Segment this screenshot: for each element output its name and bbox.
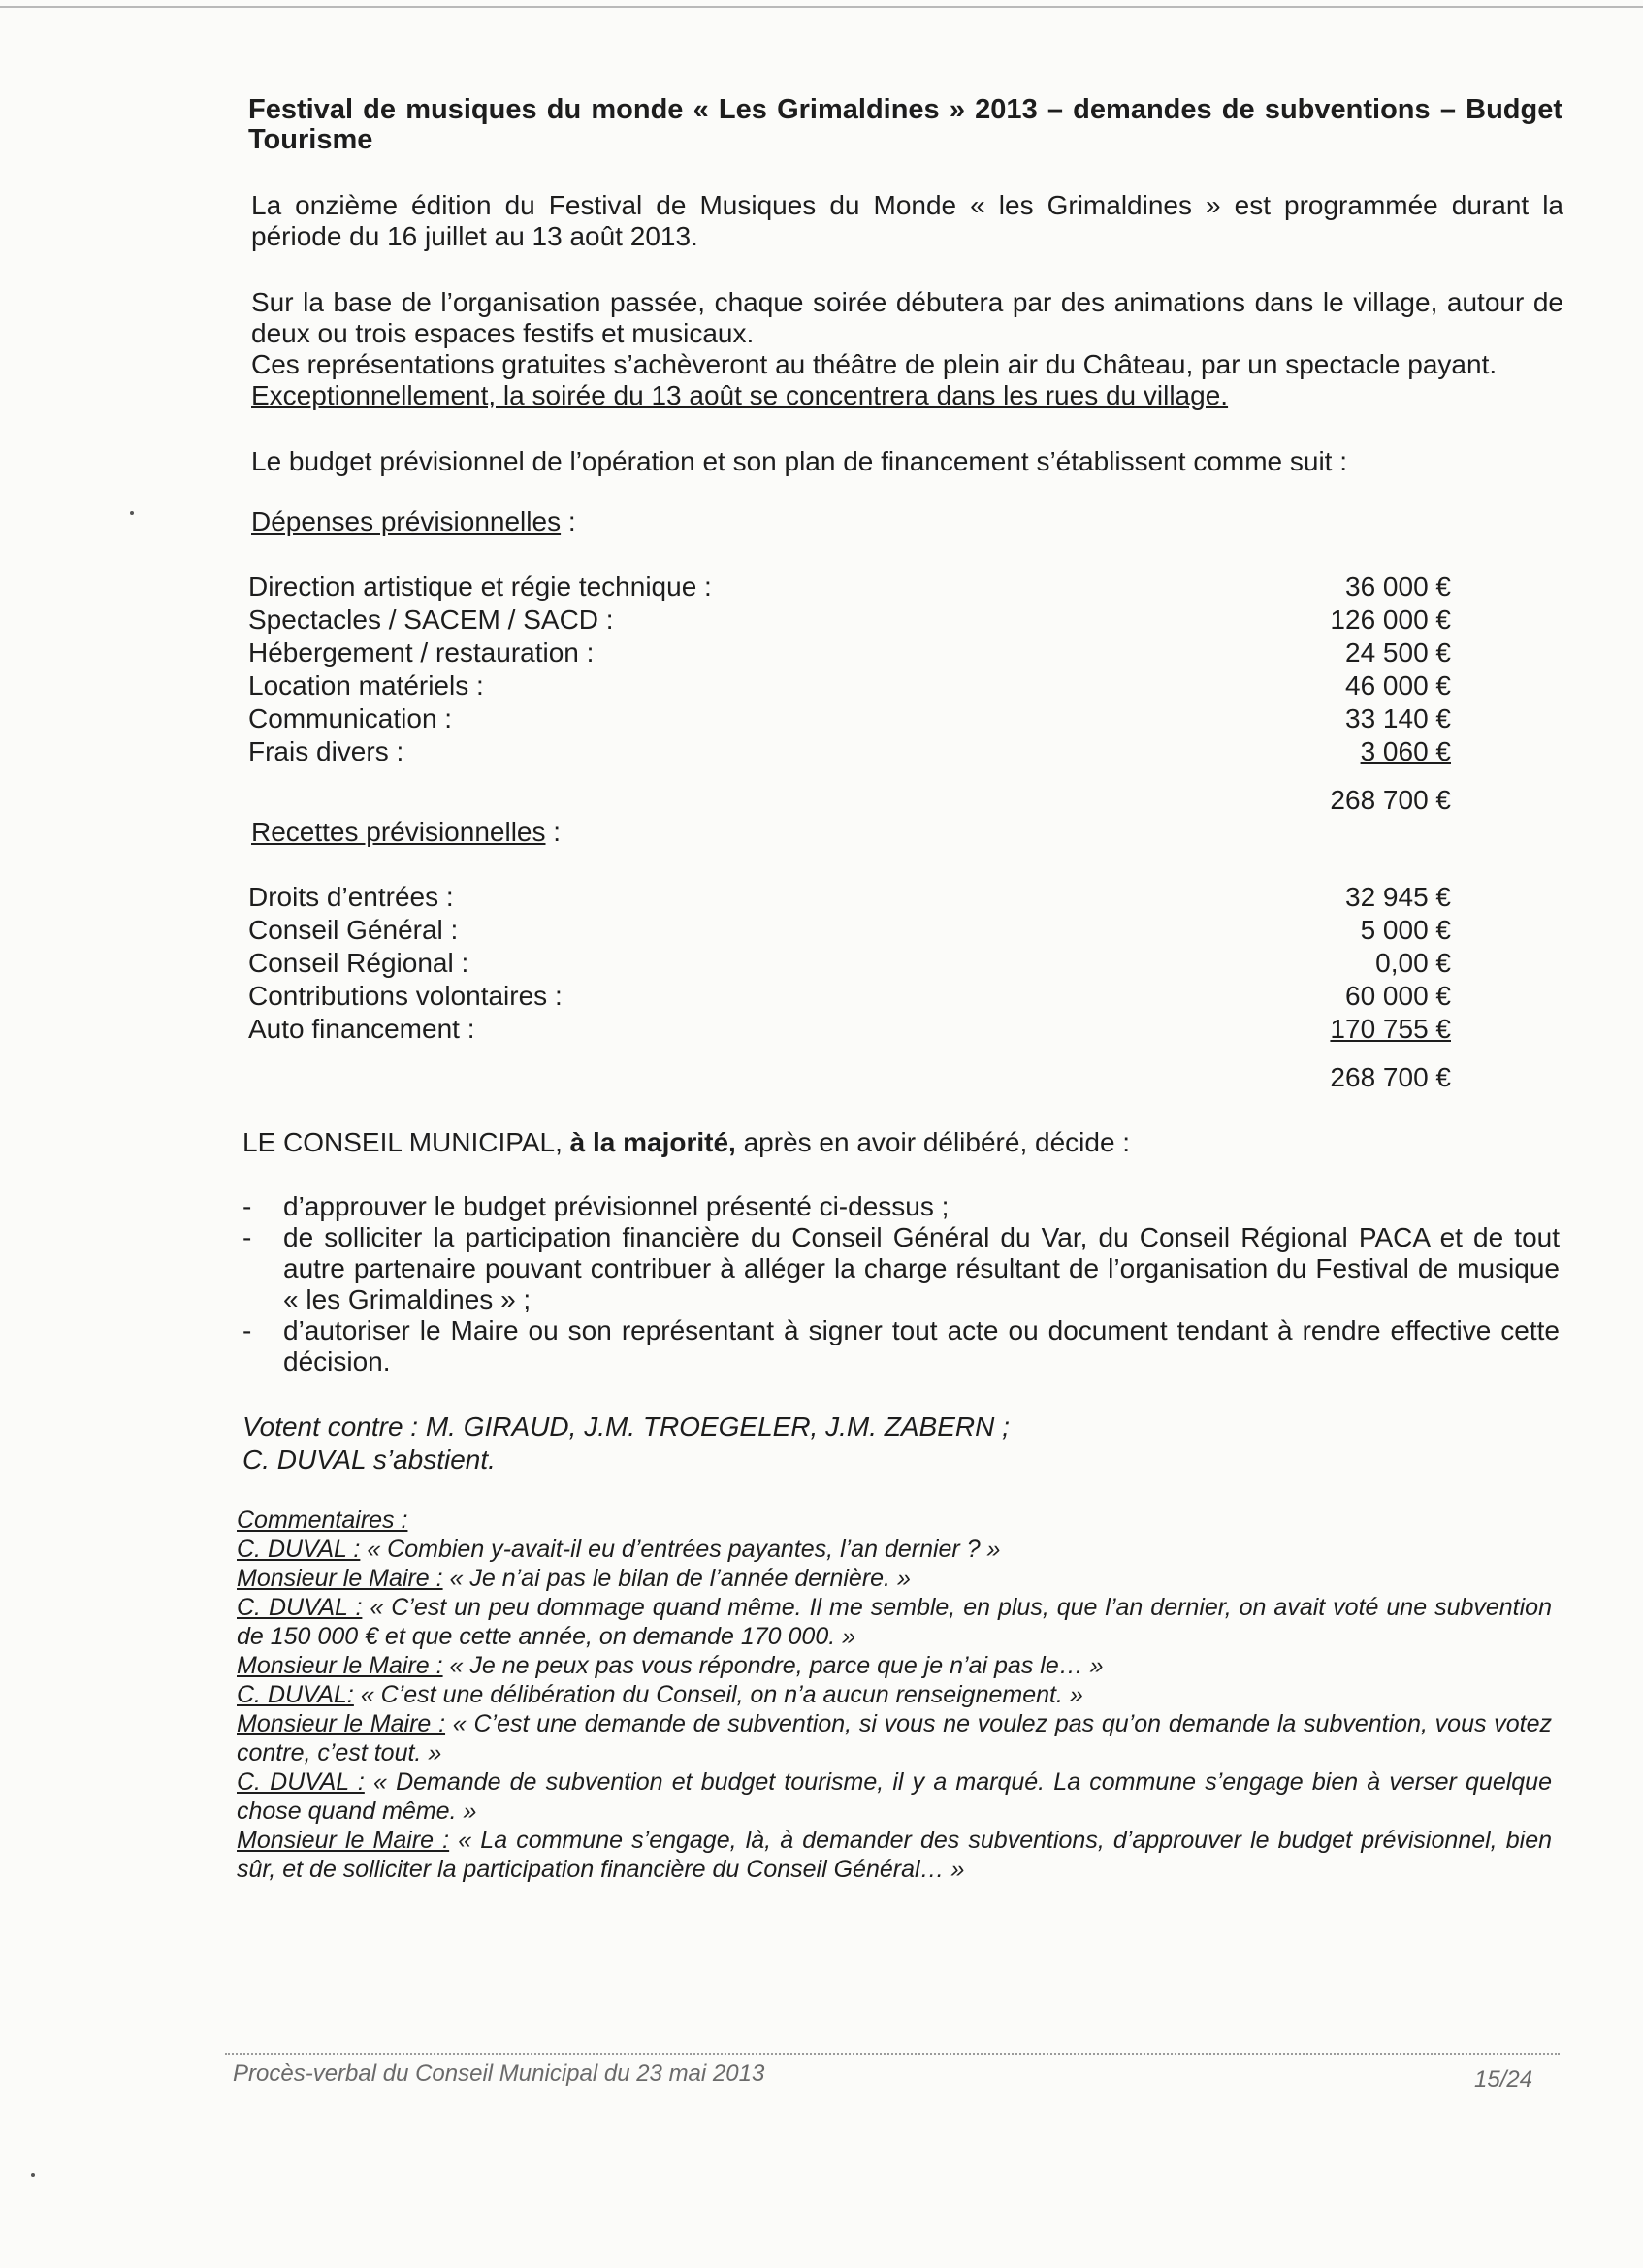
row-amount: 46 000 € <box>1345 670 1451 700</box>
intro-paragraph: La onzième édition du Festival de Musiques du Monde « les Grimaldines » est programmée durant la période du 16 juillet au 13 août 2013. <box>251 190 1563 251</box>
vote-against: Votent contre : M. GIRAUD, J.M. TROEGELER, J.M. ZABERN ; <box>242 1411 1010 1442</box>
list-item <box>242 1191 1560 1222</box>
comment-speaker: Monsieur le Maire : <box>237 1565 443 1592</box>
comment-speaker: C. DUVAL : <box>237 1594 363 1621</box>
table-row <box>248 735 1451 768</box>
row-label: Conseil Régional : <box>248 948 469 978</box>
revenues-heading-suffix: : <box>545 817 562 847</box>
decision-lead <box>242 1127 1555 1158</box>
comment-entry <box>237 1767 1552 1826</box>
table-row <box>248 669 1451 702</box>
table-row <box>248 636 1451 669</box>
comment-text: « C’est un peu dommage quand même. Il me semble, en plus, que l’an dernier, on avait voté une subvention de 150 000 € et que cette année, on demande 170 000. » <box>237 1594 1552 1650</box>
decision-list <box>242 1191 1560 1377</box>
row-label: Frais divers : <box>248 736 404 766</box>
revenues-total: 268 700 € <box>1330 1062 1451 1092</box>
list-item <box>242 1315 1560 1377</box>
organisation-paragraph-2: Ces représentations gratuites s’achèveront au théâtre de plein air du Château, par un spectacle payant. <box>251 349 1498 379</box>
list-item-text: de solliciter la participation financière du Conseil Général du Var, du Conseil Régional PACA et de tout autre partenaire pouvant contribuer à alléger la charge résultant de l’organisation du Festival de musique « les Grimaldines » ; <box>283 1222 1560 1314</box>
comment-speaker: C. DUVAL : <box>237 1536 361 1563</box>
row-label: Spectacles / SACEM / SACD : <box>248 604 614 634</box>
vote-abstain: C. DUVAL s’abstient. <box>242 1444 496 1474</box>
table-row <box>248 881 1451 914</box>
comment-speaker: C. DUVAL : <box>237 1768 365 1796</box>
scan-top-edge <box>0 6 1643 8</box>
dash-marker: - <box>242 1315 252 1345</box>
revenues-heading <box>251 817 1565 848</box>
expenses-total: 268 700 € <box>1330 785 1451 815</box>
row-amount: 33 140 € <box>1345 703 1451 733</box>
comment-text: « C’est une demande de subvention, si vous ne voulez pas qu’on demande la subvention, vous votez contre, c’est tout. » <box>237 1710 1553 1766</box>
comment-speaker: C. DUVAL: <box>237 1681 354 1708</box>
revenues-heading-text: Recettes prévisionnelles <box>251 817 546 847</box>
footer-document-title: Procès-verbal du Conseil Municipal du 23 mai 2013 <box>233 2060 765 2087</box>
row-amount: 36 000 € <box>1345 571 1451 601</box>
row-label: Contributions volontaires : <box>248 981 563 1011</box>
expenses-heading-text: Dépenses prévisionnelles <box>251 506 562 536</box>
comment-text: « Demande de subvention et budget tourisme, il y a marqué. La commune s’engage bien à verser quelque chose quand même. » <box>237 1768 1552 1825</box>
comment-text: « La commune s’engage, là, à demander des subventions, d’approuver le budget prévisionnel, bien sûr, et de solliciter la participation financière du Conseil Général… » <box>237 1827 1553 1883</box>
table-row <box>248 702 1451 735</box>
dash-marker: - <box>242 1191 252 1221</box>
decision-lead-end: après en avoir délibéré, décide : <box>735 1127 1131 1157</box>
comment-entry <box>237 1680 1552 1709</box>
decision-lead-start: LE CONSEIL MUNICIPAL, <box>242 1127 570 1157</box>
row-amount: 170 755 € <box>1330 1014 1451 1044</box>
comment-text: « Combien y-avait-il eu d’entrées payantes, l’an dernier ? » <box>360 1536 1001 1563</box>
row-amount: 3 060 € <box>1360 736 1451 766</box>
table-row <box>248 570 1451 603</box>
comment-entry <box>237 1535 1552 1564</box>
row-amount: 0,00 € <box>1375 948 1451 978</box>
row-label: Communication : <box>248 703 453 733</box>
table-row <box>248 603 1451 636</box>
row-label: Hébergement / restauration : <box>248 637 595 667</box>
comment-entry <box>237 1651 1552 1680</box>
comment-text: « Je ne peux pas vous répondre, parce que je n’ai pas le… » <box>442 1652 1104 1679</box>
document-title: Festival de musiques du monde « Les Grimaldines » 2013 – demandes de subventions – Budget Tourisme <box>248 94 1562 155</box>
scan-speck <box>130 511 134 515</box>
comments-heading: Commentaires : <box>237 1507 408 1534</box>
page-number: 15/24 <box>1474 2066 1533 2092</box>
row-amount: 126 000 € <box>1330 604 1451 634</box>
row-amount: 5 000 € <box>1360 915 1451 945</box>
comment-entry <box>237 1709 1552 1767</box>
comment-speaker: Monsieur le Maire : <box>237 1827 450 1854</box>
row-label: Conseil Général : <box>248 915 459 945</box>
row-label: Auto financement : <box>248 1014 475 1044</box>
dash-marker: - <box>242 1222 252 1252</box>
table-row <box>248 914 1451 947</box>
row-label: Direction artistique et régie technique : <box>248 571 712 601</box>
comment-text: « Je n’ai pas le bilan de l’année dernière. » <box>442 1565 911 1592</box>
expenses-heading <box>251 506 1565 537</box>
table-row <box>248 1013 1451 1046</box>
scan-speck <box>31 2173 35 2177</box>
expenses-table <box>248 570 1451 768</box>
budget-intro: Le budget prévisionnel de l’opération et son plan de financement s’établissent comme suit : <box>251 446 1348 476</box>
exception-paragraph: Exceptionnellement, la soirée du 13 août se concentrera dans les rues du village. <box>251 380 1229 410</box>
list-item-text: d’autoriser le Maire ou son représentant à signer tout acte ou document tendant à rendre effective cette décision. <box>283 1315 1560 1377</box>
comment-entry <box>237 1593 1552 1651</box>
row-amount: 24 500 € <box>1345 637 1451 667</box>
row-amount: 32 945 € <box>1345 882 1451 912</box>
list-item <box>242 1222 1560 1315</box>
comment-speaker: Monsieur le Maire : <box>237 1652 443 1679</box>
list-item-text: d’approuver le budget prévisionnel présenté ci-dessus ; <box>283 1191 950 1221</box>
document-page <box>237 95 1565 1884</box>
table-row <box>248 980 1451 1013</box>
row-label: Location matériels : <box>248 670 484 700</box>
comment-entry <box>237 1826 1552 1884</box>
comment-text: « C’est une délibération du Conseil, on n’a aucun renseignement. » <box>353 1681 1083 1708</box>
row-label: Droits d’entrées : <box>248 882 454 912</box>
revenues-table <box>248 881 1451 1046</box>
comment-speaker: Monsieur le Maire : <box>237 1710 446 1737</box>
row-amount: 60 000 € <box>1345 981 1451 1011</box>
comments-section <box>237 1506 1552 1884</box>
decision-majority: à la majorité, <box>569 1127 736 1157</box>
comment-entry <box>237 1564 1552 1593</box>
table-row <box>248 947 1451 980</box>
expenses-heading-suffix: : <box>561 506 576 536</box>
organisation-paragraph-1: Sur la base de l’organisation passée, chaque soirée débutera par des animations dans le village, autour de deux ou trois espaces festifs et musicaux. <box>251 287 1563 348</box>
